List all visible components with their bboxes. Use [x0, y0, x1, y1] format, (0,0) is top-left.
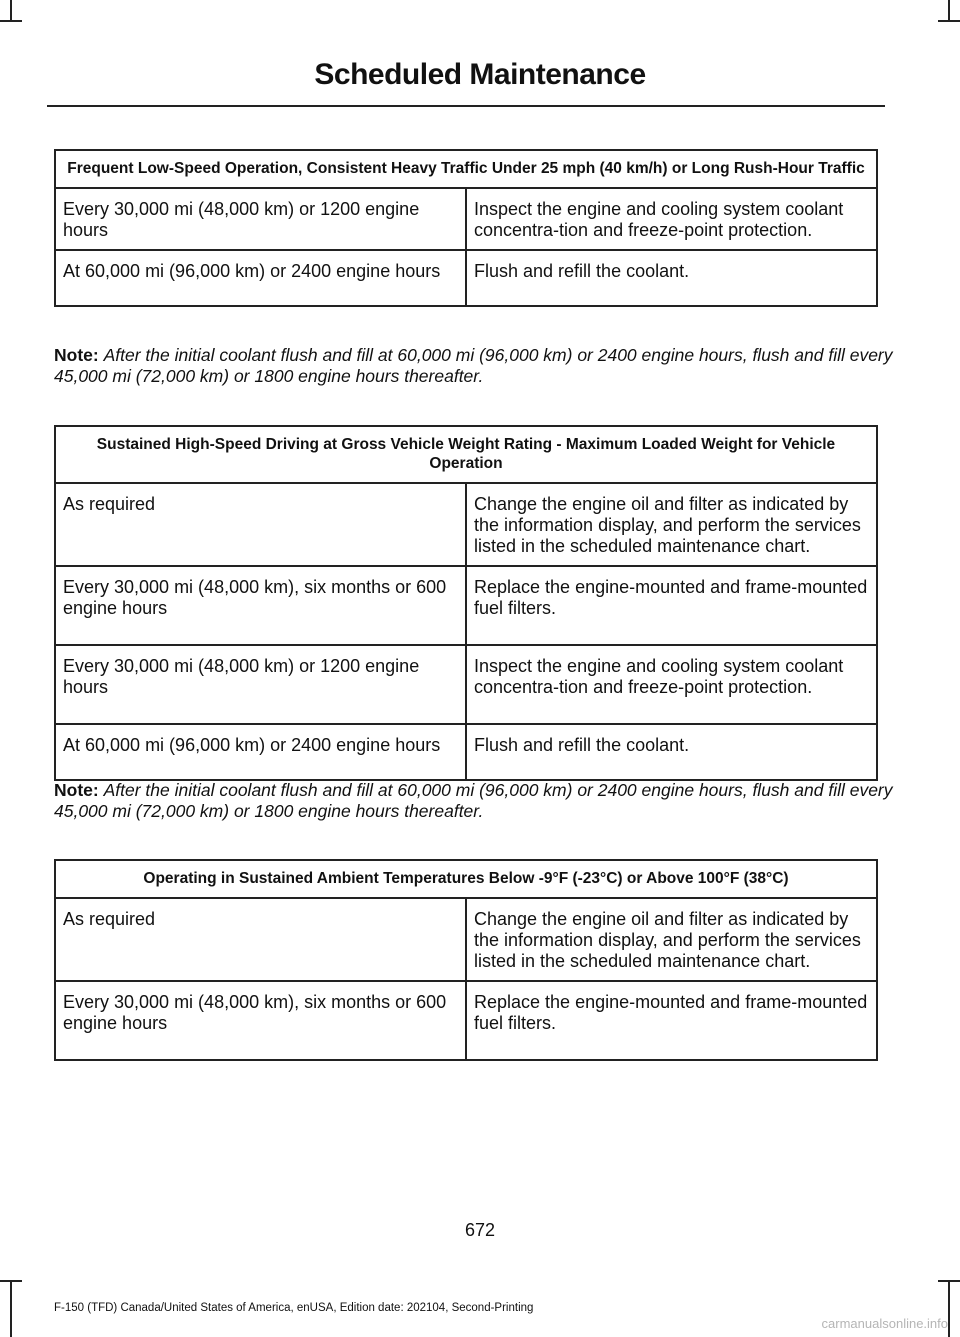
- interval-cell: As required: [55, 483, 466, 566]
- action-cell: Inspect the engine and cooling system coolant concentra-tion and freeze-point protection.: [466, 188, 877, 250]
- interval-cell: At 60,000 mi (96,000 km) or 2400 engine hours: [55, 724, 466, 780]
- note: [54, 780, 894, 822]
- action-cell: Change the engine oil and filter as indicated by the information display, and perform the services listed in the scheduled maintenance chart.: [466, 483, 877, 566]
- interval-cell: As required: [55, 898, 466, 981]
- table-title: Sustained High-Speed Driving at Gross Vehicle Weight Rating - Maximum Loaded Weight for Vehicle Operation: [55, 426, 877, 483]
- maintenance-table-high-speed: [54, 425, 878, 781]
- note-text: After the initial coolant flush and fill at 60,000 mi (96,000 km) or 2400 engine hours, flush and fill every 45,000 mi (72,000 km) or 1800 engine hours thereafter.: [54, 780, 893, 821]
- table-row: [55, 250, 877, 306]
- watermark: carmanualsonline.info: [821, 1316, 948, 1331]
- page-number: 672: [464, 1220, 496, 1240]
- interval-cell: Every 30,000 mi (48,000 km), six months or 600 engine hours: [55, 981, 466, 1060]
- crop-mark: [938, 1280, 960, 1282]
- note-label: Note:: [54, 780, 99, 800]
- header-rule: [47, 105, 885, 107]
- crop-mark: [948, 0, 950, 20]
- table-title: Operating in Sustained Ambient Temperatures Below -9°F (-23°C) or Above 100°F (38°C): [55, 860, 877, 898]
- table-row: [55, 566, 877, 645]
- interval-cell: Every 30,000 mi (48,000 km) or 1200 engine hours: [55, 188, 466, 250]
- table-title: Frequent Low-Speed Operation, Consistent Heavy Traffic Under 25 mph (40 km/h) or Long Rush-Hour Traffic: [55, 150, 877, 188]
- table-row: [55, 898, 877, 981]
- interval-cell: Every 30,000 mi (48,000 km), six months or 600 engine hours: [55, 566, 466, 645]
- crop-mark: [10, 1280, 12, 1337]
- maintenance-table-low-speed: [54, 149, 878, 307]
- table-row: [55, 188, 877, 250]
- table-row: [55, 981, 877, 1060]
- crop-mark: [0, 20, 22, 22]
- action-cell: Change the engine oil and filter as indicated by the information display, and perform the services listed in the scheduled maintenance chart.: [466, 898, 877, 981]
- note: [54, 345, 894, 387]
- action-cell: Replace the engine-mounted and frame-mounted fuel filters.: [466, 566, 877, 645]
- crop-mark: [938, 20, 960, 22]
- note-text: After the initial coolant flush and fill at 60,000 mi (96,000 km) or 2400 engine hours, flush and fill every 45,000 mi (72,000 km) or 1800 engine hours thereafter.: [54, 345, 893, 386]
- table-row: [55, 483, 877, 566]
- footer-text: F-150 (TFD) Canada/United States of America, enUSA, Edition date: 202104, Second-Printing: [54, 1302, 534, 1314]
- maintenance-table-ambient-temp: [54, 859, 878, 1061]
- action-cell: Inspect the engine and cooling system coolant concentra-tion and freeze-point protection.: [466, 645, 877, 724]
- action-cell: Replace the engine-mounted and frame-mounted fuel filters.: [466, 981, 877, 1060]
- table-row: [55, 645, 877, 724]
- action-cell: Flush and refill the coolant.: [466, 724, 877, 780]
- crop-mark: [0, 1280, 22, 1282]
- interval-cell: Every 30,000 mi (48,000 km) or 1200 engine hours: [55, 645, 466, 724]
- crop-mark: [10, 0, 12, 20]
- note-label: Note:: [54, 345, 99, 365]
- table-row: [55, 724, 877, 780]
- action-cell: Flush and refill the coolant.: [466, 250, 877, 306]
- crop-mark: [948, 1280, 950, 1337]
- page-header-title: Scheduled Maintenance: [314, 58, 646, 91]
- interval-cell: At 60,000 mi (96,000 km) or 2400 engine hours: [55, 250, 466, 306]
